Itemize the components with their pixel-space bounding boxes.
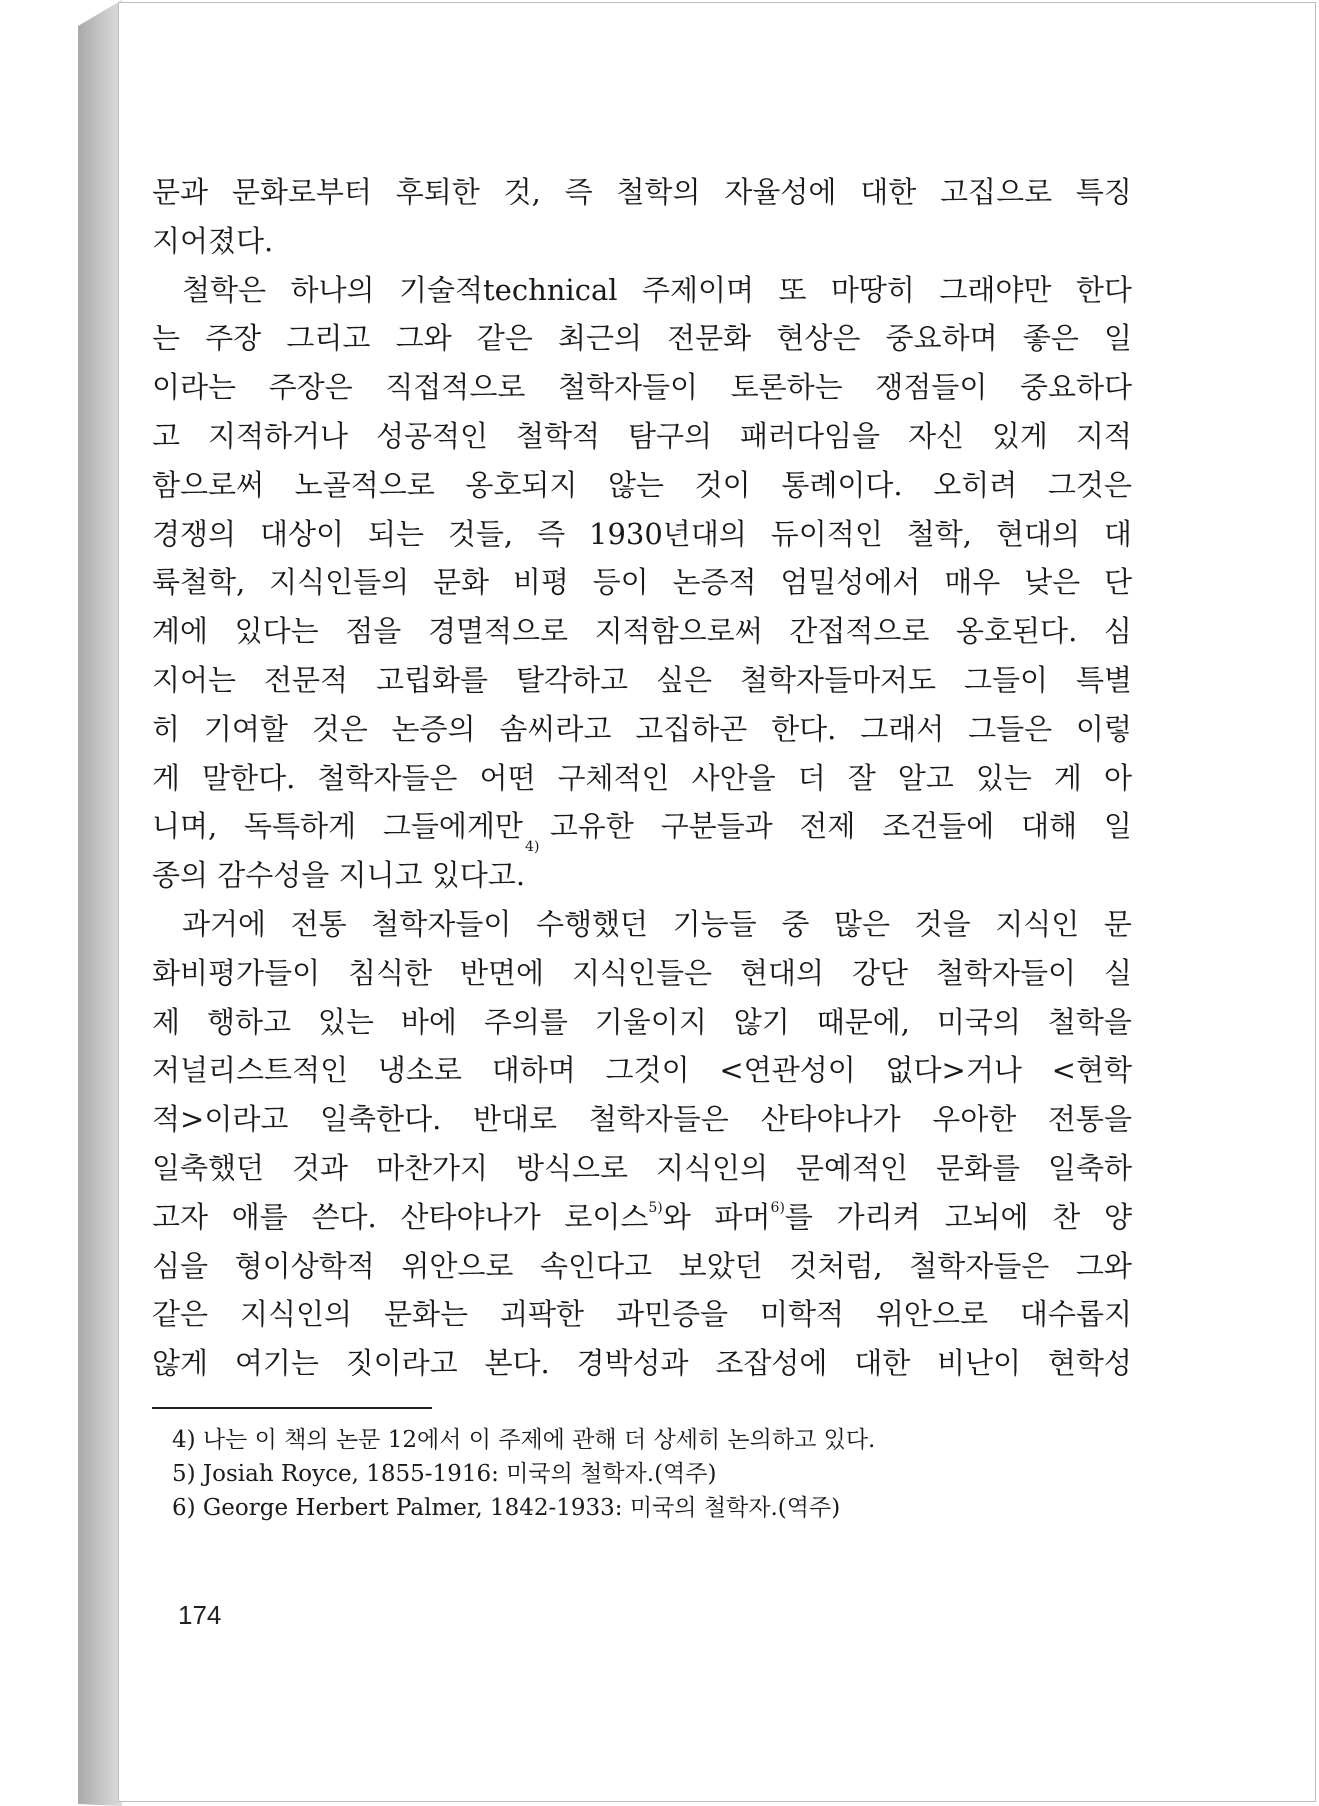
word: 일축했던 bbox=[152, 1150, 265, 1185]
word: 침식한 bbox=[348, 955, 433, 990]
word: 지식인들은 bbox=[572, 955, 713, 990]
word: 현학성 bbox=[1047, 1346, 1132, 1381]
word: 있는 bbox=[317, 1004, 374, 1039]
word: 후퇴한 bbox=[395, 175, 480, 209]
word: 대수롭지 bbox=[1019, 1297, 1132, 1332]
word: 않는 bbox=[608, 467, 665, 502]
word: 직접적으로 bbox=[385, 370, 526, 405]
word: 찬 bbox=[1052, 1199, 1081, 1234]
word: 더 bbox=[797, 760, 826, 795]
body-line bbox=[152, 1242, 1132, 1291]
footnote-6: 6) George Herbert Palmer, 1842-1933: 미국의 철학자.(역주) bbox=[172, 1495, 841, 1521]
word: 1930년대의 bbox=[589, 516, 747, 551]
word: 매우 bbox=[944, 565, 1001, 600]
word: 바에 bbox=[400, 1004, 457, 1039]
word: 또 bbox=[778, 272, 807, 307]
word: 철학자들이 bbox=[557, 370, 699, 405]
word: 독특하게 bbox=[244, 809, 357, 844]
footnote-ref[interactable]: 4) bbox=[525, 839, 540, 856]
word: 주제이며 bbox=[641, 272, 755, 307]
word: 그들은 bbox=[968, 711, 1053, 746]
word: 고립화를 bbox=[375, 662, 489, 697]
word: 것처럼, bbox=[789, 1248, 883, 1283]
word: 낮은 bbox=[1024, 565, 1081, 600]
word: 철학, bbox=[906, 516, 973, 551]
body-line bbox=[152, 510, 1132, 559]
body-line bbox=[152, 1290, 1132, 1339]
word: 파머$^{6)}$를 bbox=[714, 1199, 813, 1234]
word: 경멸적으로 bbox=[427, 614, 569, 649]
word: 반대로 bbox=[472, 1102, 558, 1137]
word: 양 bbox=[1103, 1199, 1132, 1234]
word: 점을 bbox=[345, 614, 402, 649]
body-line bbox=[152, 1339, 1132, 1388]
word: 기여할 bbox=[203, 711, 288, 746]
word: 주장은 bbox=[268, 370, 353, 405]
word: 지식인의 bbox=[239, 1297, 353, 1332]
word: 지적 bbox=[1075, 418, 1132, 453]
word: 전통 bbox=[290, 906, 347, 941]
word: 싶은 bbox=[655, 662, 712, 697]
word: 여기는 bbox=[234, 1346, 319, 1381]
word: 많은 bbox=[833, 906, 890, 941]
word: 그와 bbox=[395, 321, 452, 356]
word: 현상은 bbox=[776, 321, 861, 356]
word: 구분들과 bbox=[660, 809, 773, 844]
word: 는 bbox=[152, 321, 181, 356]
word: 철학자들은 bbox=[588, 1102, 729, 1137]
word: 심 bbox=[1103, 614, 1132, 649]
word: 그들이 bbox=[963, 662, 1049, 697]
word: 쟁점들이 bbox=[875, 370, 988, 405]
word: 지식인들의 bbox=[269, 565, 410, 600]
word: 대한 bbox=[854, 1346, 911, 1381]
word: 실 bbox=[1103, 955, 1132, 990]
word: 고집으로 bbox=[940, 175, 1053, 209]
word: 기술적technical bbox=[398, 272, 618, 307]
word: 고 bbox=[152, 418, 181, 453]
word: 간접적으로 bbox=[789, 614, 930, 649]
word: 말한다. bbox=[202, 760, 296, 795]
word: 한다 bbox=[1075, 272, 1132, 307]
word: 대상이 bbox=[259, 516, 345, 551]
word: 문화를 bbox=[935, 1150, 1021, 1185]
word: 함으로써 bbox=[152, 467, 265, 502]
word: <연관성이 bbox=[719, 1053, 856, 1088]
word: 문 bbox=[1103, 906, 1132, 941]
word: 미국의 bbox=[936, 1004, 1021, 1039]
body-line bbox=[152, 998, 1132, 1047]
word: 지식인 bbox=[995, 906, 1080, 941]
word: 본다. bbox=[484, 1346, 550, 1381]
word: 화비평가들이 bbox=[152, 955, 321, 990]
word: 알고 bbox=[897, 760, 954, 795]
word: 위안으로 bbox=[875, 1297, 988, 1332]
word: 륙철학, bbox=[152, 565, 246, 600]
word: 일축하 bbox=[1047, 1150, 1132, 1185]
body-line bbox=[152, 949, 1132, 998]
word: 고집하곤 bbox=[635, 711, 748, 746]
word: 문예적인 bbox=[795, 1150, 909, 1185]
word: 산타야나가 bbox=[760, 1102, 901, 1137]
word: 조건들에 bbox=[882, 809, 995, 844]
word: 논증의 bbox=[391, 711, 476, 746]
word: 마땅히 bbox=[830, 272, 915, 307]
word: 경박성과 bbox=[576, 1346, 689, 1381]
word: 일 bbox=[1103, 321, 1132, 356]
word: 미학적 bbox=[759, 1297, 844, 1332]
word: 것과 bbox=[292, 1150, 349, 1185]
body-text bbox=[152, 168, 1132, 1388]
body-line bbox=[152, 1193, 1132, 1242]
word: 것은 bbox=[311, 711, 368, 746]
word: 있게 bbox=[991, 418, 1048, 453]
word: 옹호되지 bbox=[465, 467, 578, 502]
word: 조잡성에 bbox=[715, 1346, 828, 1381]
word: 문화로부터 bbox=[231, 175, 372, 209]
word: 강단 bbox=[852, 955, 909, 990]
body-line bbox=[152, 839, 1132, 900]
word: 게 bbox=[152, 760, 181, 795]
word: 주의를 bbox=[483, 1004, 568, 1039]
word: 대해 bbox=[1021, 809, 1078, 844]
word: 가리켜 bbox=[836, 1199, 921, 1234]
word: 토론하는 bbox=[730, 370, 843, 405]
word: 있는 bbox=[975, 760, 1032, 795]
word: 이라는 bbox=[152, 370, 237, 405]
word: 비평 bbox=[512, 565, 569, 600]
word: 듀이적인 bbox=[770, 516, 883, 551]
word: 오히려 bbox=[933, 467, 1018, 502]
word: 과민증을 bbox=[615, 1297, 728, 1332]
word: 비난이 bbox=[937, 1346, 1022, 1381]
word: 이렇 bbox=[1075, 711, 1132, 746]
word: 것이 bbox=[694, 467, 751, 502]
word: 문화는 bbox=[383, 1297, 469, 1332]
word: 없다>거나 bbox=[885, 1053, 1022, 1088]
word: 단 bbox=[1103, 565, 1132, 600]
word: 행하고 bbox=[206, 1004, 291, 1039]
body-line-text: 지어졌다. bbox=[152, 223, 274, 258]
word: 전통을 bbox=[1047, 1102, 1132, 1137]
word: 수행했던 bbox=[535, 906, 649, 941]
word: 마찬가지 bbox=[375, 1150, 489, 1185]
word: 되는 bbox=[367, 516, 424, 551]
body-line bbox=[152, 705, 1132, 754]
word: 철학자들이 bbox=[935, 955, 1077, 990]
word: 경쟁의 bbox=[152, 516, 237, 551]
word: 철학자들은 bbox=[909, 1248, 1050, 1283]
word: 않기 bbox=[733, 1004, 790, 1039]
body-line bbox=[152, 656, 1132, 705]
footnote-ref[interactable]: 6) bbox=[770, 1200, 785, 1217]
word: 중요하다 bbox=[1019, 370, 1132, 405]
word: 때문에, bbox=[816, 1004, 910, 1039]
word: 사안을 bbox=[691, 760, 776, 795]
body-line bbox=[152, 1046, 1132, 1095]
word: 기울이지 bbox=[594, 1004, 707, 1039]
word: 좋은 bbox=[1022, 321, 1079, 356]
footnotes bbox=[172, 1423, 1072, 1525]
word: 고유한 bbox=[549, 809, 634, 844]
word: 잘 bbox=[847, 760, 876, 795]
word: 같은 bbox=[476, 321, 533, 356]
word: 자신 bbox=[907, 418, 964, 453]
word: 노골적으로 bbox=[294, 467, 435, 502]
word: 특징 bbox=[1075, 175, 1132, 209]
word: 전문적 bbox=[263, 662, 349, 697]
word: 탈각하고 bbox=[515, 662, 629, 697]
body-line bbox=[152, 461, 1132, 510]
word: 산타야나가 bbox=[400, 1199, 541, 1234]
word: 대하며 bbox=[491, 1053, 576, 1088]
word: 쓴다. bbox=[311, 1199, 377, 1234]
word: 주장 bbox=[205, 321, 262, 356]
word: 고뇌에 bbox=[944, 1199, 1029, 1234]
word: 것을 bbox=[914, 906, 971, 941]
word: 하나의 bbox=[290, 272, 375, 307]
word: 것, bbox=[503, 175, 541, 209]
word: 히 bbox=[152, 711, 181, 746]
body-line bbox=[152, 168, 1132, 217]
word: 않게 bbox=[152, 1346, 209, 1381]
word: 중요하며 bbox=[885, 321, 998, 356]
word: 적>이라고 bbox=[152, 1102, 289, 1137]
word: 지적함으로써 bbox=[594, 614, 763, 649]
word: 옹호된다. bbox=[956, 614, 1078, 649]
word: 그것은 bbox=[1047, 467, 1132, 502]
word: 그와 bbox=[1075, 1248, 1132, 1283]
word: 탐구의 bbox=[627, 418, 712, 453]
body-line bbox=[152, 363, 1132, 412]
word: 일 bbox=[1103, 809, 1132, 844]
word: 기능들 bbox=[672, 906, 757, 941]
word: 철학적 bbox=[515, 418, 601, 453]
word: 전제 bbox=[799, 809, 856, 844]
word: 최근의 bbox=[557, 321, 642, 356]
word: 즉 bbox=[564, 175, 593, 209]
word: 철학자들이 bbox=[371, 906, 512, 941]
body-line bbox=[152, 607, 1132, 656]
word: 방식으로 bbox=[515, 1150, 629, 1185]
page-number: 174 bbox=[178, 1600, 222, 1630]
book-spine bbox=[78, 0, 122, 1806]
word: 논증적 bbox=[672, 565, 757, 600]
body-line bbox=[152, 217, 1132, 266]
body-line bbox=[152, 266, 1132, 315]
word: 게 bbox=[1053, 760, 1082, 795]
word: 저널리스트적인 bbox=[152, 1053, 349, 1088]
word: 현대의 bbox=[740, 955, 825, 990]
word: 구체적인 bbox=[557, 760, 670, 795]
word: 짓이라고 bbox=[345, 1346, 458, 1381]
word: 같은 bbox=[152, 1297, 209, 1332]
footnote-4: 4) 나는 이 책의 논문 12에서 이 주제에 관해 더 상세히 논의하고 있다. bbox=[172, 1427, 876, 1453]
word: 반면에 bbox=[460, 955, 545, 990]
word: 아 bbox=[1103, 760, 1132, 795]
body-line bbox=[152, 754, 1132, 803]
word: 지어는 bbox=[152, 662, 237, 697]
word: 철학을 bbox=[1047, 1004, 1132, 1039]
word: 계에 bbox=[152, 614, 209, 649]
word: 대 bbox=[1103, 516, 1132, 551]
word: 있다는 bbox=[234, 614, 319, 649]
word: 중 bbox=[781, 906, 810, 941]
word: 엄밀성에서 bbox=[780, 565, 921, 600]
word: 그것이 bbox=[605, 1053, 690, 1088]
word: 문화 bbox=[432, 565, 489, 600]
word: 지적하거나 bbox=[207, 418, 349, 453]
footnote-divider bbox=[152, 1407, 432, 1409]
word: 위안으로 bbox=[401, 1248, 514, 1283]
word: 일축한다. bbox=[320, 1102, 442, 1137]
word: 즉 bbox=[537, 516, 566, 551]
word: 어떤 bbox=[479, 760, 536, 795]
word: <현학 bbox=[1051, 1053, 1132, 1088]
body-line bbox=[152, 558, 1132, 607]
body-line bbox=[152, 900, 1132, 949]
word: 그들에게만 bbox=[382, 809, 523, 844]
word: 과거에 bbox=[182, 906, 267, 941]
word: 애를 bbox=[231, 1199, 288, 1234]
word: 것들, bbox=[447, 516, 514, 551]
word: 특별 bbox=[1075, 662, 1132, 697]
word: 솜씨라고 bbox=[499, 711, 612, 746]
word: 속인다고 bbox=[540, 1248, 653, 1283]
word: 성공적인 bbox=[375, 418, 489, 453]
word: 등이 bbox=[592, 565, 649, 600]
footnote-5: 5) Josiah Royce, 1855-1916: 미국의 철학자.(역주) bbox=[172, 1461, 717, 1487]
body-line bbox=[152, 1095, 1132, 1144]
word: 철학자들은 bbox=[317, 760, 458, 795]
word: 그래서 bbox=[860, 711, 945, 746]
word: 패러다임을 bbox=[739, 418, 881, 453]
word: 한다. bbox=[771, 711, 837, 746]
word: 철학은 bbox=[182, 272, 267, 307]
word: 우아한 bbox=[932, 1102, 1017, 1137]
word: 그리고 bbox=[286, 321, 371, 356]
word: 로이스$^{5)}$와 bbox=[564, 1199, 691, 1234]
word: 현대의 bbox=[995, 516, 1080, 551]
word: 문과 bbox=[152, 175, 209, 209]
word: 제 bbox=[152, 1004, 181, 1039]
word: 심을 bbox=[152, 1248, 209, 1283]
body-line bbox=[152, 1144, 1132, 1193]
word: 냉소로 bbox=[377, 1053, 462, 1088]
word: 통례이다. bbox=[781, 467, 903, 502]
body-line bbox=[152, 412, 1132, 461]
word: 니며, bbox=[152, 809, 218, 844]
body-line-text: 종의 감수성을 지니고 있다고. bbox=[152, 858, 526, 893]
footnote-ref[interactable]: 5) bbox=[648, 1200, 663, 1217]
word: 괴팍한 bbox=[499, 1297, 584, 1332]
word: 그래야만 bbox=[939, 272, 1052, 307]
word: 전문화 bbox=[667, 321, 752, 356]
word: 자율성에 bbox=[724, 175, 837, 209]
word: 철학자들마저도 bbox=[739, 662, 937, 697]
word: 보았던 bbox=[678, 1248, 763, 1283]
word: 대한 bbox=[860, 175, 917, 209]
word: 고자 bbox=[152, 1199, 209, 1234]
word: 지식인의 bbox=[655, 1150, 769, 1185]
body-line bbox=[152, 314, 1132, 363]
body-line bbox=[152, 802, 1132, 851]
word: 철학의 bbox=[616, 175, 701, 209]
word: 형이상학적 bbox=[234, 1248, 375, 1283]
